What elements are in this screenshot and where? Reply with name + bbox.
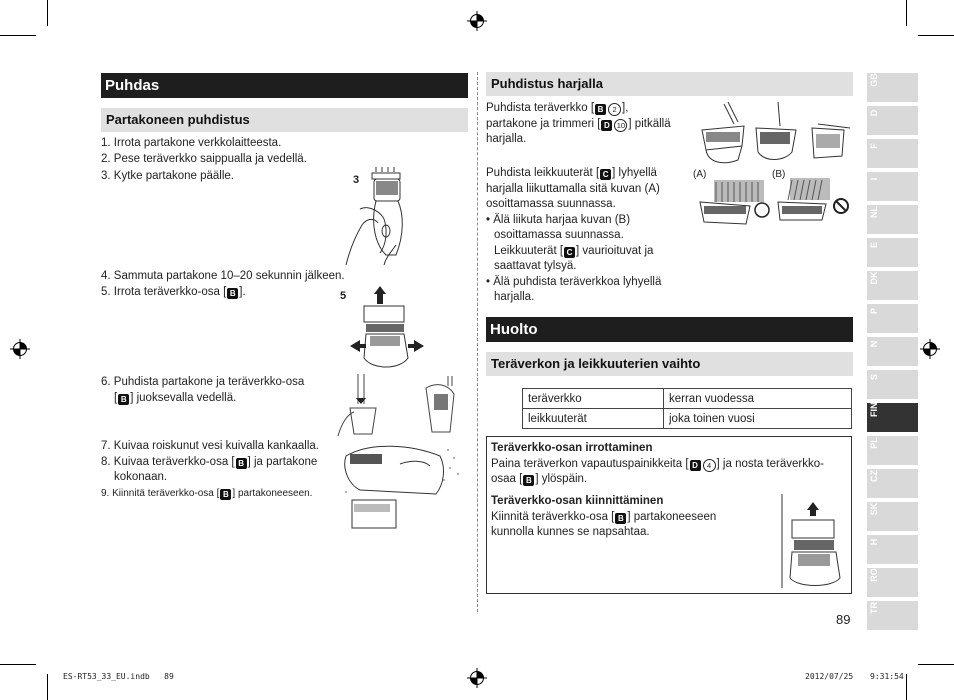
attach-instructions: Teräverkko-osan kiinnittäminen Kiinnitä teräverkko-osa [ B ] partakoneeseen kunnolla kunnes se napsahtaa. bbox=[491, 495, 717, 538]
page-number: 89 bbox=[836, 612, 851, 627]
brush-direction-illustration bbox=[694, 176, 856, 238]
tab-pl[interactable]: PL bbox=[867, 436, 918, 465]
part-c-badge: C bbox=[600, 169, 611, 180]
shaver-in-hand-illustration bbox=[340, 165, 415, 267]
footer-file: ES-RT53_33_EU.indb 89 bbox=[63, 672, 174, 681]
step-list-7-9: 7. Kuivaa roiskunut vesi kuivalla kankaalla. 8. Kuivaa teräverkko-osa [ B ] ja partakone kokonaan. 9. Kiinnitä teräverkko-osa [ B ] partakoneeseen. bbox=[101, 439, 341, 501]
footer-time: 9:31:54 bbox=[870, 672, 904, 681]
tab-h[interactable]: H bbox=[867, 535, 918, 564]
crop-mark bbox=[918, 35, 954, 36]
subsection-title-cleaning: Partakoneen puhdistus bbox=[101, 108, 468, 132]
part-b-badge: B bbox=[227, 288, 238, 299]
step-list-1-3 bbox=[101, 136, 346, 185]
step-8: 8. Kuivaa teräverkko-osa [ B ] ja partakone bbox=[101, 455, 318, 468]
registration-mark-icon bbox=[467, 11, 487, 31]
part-d-badge: D bbox=[601, 120, 612, 131]
registration-mark-icon bbox=[467, 668, 487, 688]
tab-tr[interactable]: TR bbox=[867, 601, 918, 630]
figure-label-b: (B) bbox=[772, 169, 786, 180]
step-1: 1. Irrota partakone verkkolaitteesta. bbox=[101, 137, 282, 149]
step-4: 4. Sammuta partakone 10–20 sekunnin jälkeen. bbox=[101, 270, 345, 282]
registration-mark-icon bbox=[10, 339, 30, 359]
tab-sk[interactable]: SK bbox=[867, 502, 918, 531]
footer-date: 2012/07/25 bbox=[805, 672, 854, 681]
figure-label-5: 5 bbox=[340, 290, 347, 302]
remove-instructions: Teräverkko-osan irrottaminen Paina teräverkon vapautuspainikkeita [ D 4 ] ja nosta teräverkko- osaa [ B ] ylöspäin. bbox=[491, 442, 824, 485]
subsection-title-brush: Puhdistus harjalla bbox=[486, 72, 853, 96]
part-b-badge: B bbox=[595, 104, 606, 115]
tab-d[interactable]: D bbox=[867, 106, 918, 135]
step-7: 7. Kuivaa roiskunut vesi kuivalla kankaalla. bbox=[101, 440, 319, 452]
callout-2: 2 bbox=[608, 103, 621, 116]
figure-label-a: (A) bbox=[693, 169, 707, 180]
column-divider bbox=[477, 72, 478, 612]
tab-dk[interactable]: DK bbox=[867, 271, 918, 300]
tab-nl[interactable]: NL bbox=[867, 205, 918, 234]
brush-paragraph-1: Puhdista teräverkko [ B 2 ], partakone ja trimmeri [ D 10 ] pitkällä harjalla. bbox=[486, 102, 671, 145]
registration-mark-icon bbox=[920, 339, 940, 359]
part-d-badge: D bbox=[690, 460, 701, 471]
crop-mark bbox=[47, 674, 48, 700]
tab-n[interactable]: N bbox=[867, 337, 918, 366]
subsection-title-replacement: Teräverkon ja leikkuuterien vaihto bbox=[486, 352, 853, 376]
tab-e[interactable]: E bbox=[867, 238, 918, 267]
crop-mark bbox=[0, 664, 36, 665]
section-title-huolto: Huolto bbox=[486, 317, 853, 342]
part-b-badge: B bbox=[523, 475, 534, 486]
step-5: 5. Irrota teräverkko-osa [ B ]. bbox=[101, 285, 246, 298]
part-b-badge: B bbox=[220, 489, 231, 500]
tab-s[interactable]: S bbox=[867, 370, 918, 399]
tab-f[interactable]: F bbox=[867, 139, 918, 168]
tab-i[interactable]: I bbox=[867, 172, 918, 201]
tab-gb[interactable]: GB bbox=[867, 73, 918, 102]
step-3: 3. Kytke partakone päälle. bbox=[101, 170, 234, 182]
tab-cz[interactable]: CZ bbox=[867, 469, 918, 498]
dry-illustration bbox=[340, 440, 464, 532]
part-b-badge: B bbox=[236, 458, 247, 469]
callout-4: 4 bbox=[703, 459, 716, 472]
table-row: teräverkko kerran vuodessa bbox=[523, 389, 852, 409]
replacement-interval-table bbox=[522, 388, 852, 429]
step-2: 2. Pese teräverkko saippualla ja vedellä. bbox=[101, 152, 307, 165]
figure-label-3: 3 bbox=[353, 174, 360, 186]
step-list-4-5 bbox=[101, 269, 366, 300]
step-6: 6. Puhdista partakone ja teräverkko-osa [ B ] juoksevalla vedellä. bbox=[101, 376, 305, 404]
brush-cleaning-illustration bbox=[694, 100, 854, 168]
section-title-puhdas: Puhdas bbox=[101, 73, 468, 98]
part-b-badge: B bbox=[615, 513, 626, 524]
brush-paragraph-2: Puhdista leikkuuterät [ C ] lyhyellä harjalla liikuttamalla sitä kuvan (A) osoittamassa suunnassa. • Älä liikuta harjaa kuvan (B) osoittamassa suunnassa. Leikkuuterät [ C ] vaurioituvat ja saattavat tylsyä. • Älä puhdista teräverkkoa lyhyellä harjalla. bbox=[486, 166, 691, 306]
crop-mark bbox=[47, 0, 48, 26]
attach-frame-illustration bbox=[780, 492, 846, 590]
part-c-badge: C bbox=[564, 247, 575, 258]
tab-fin[interactable]: FIN bbox=[867, 403, 918, 432]
callout-10: 10 bbox=[614, 119, 627, 132]
crop-mark bbox=[906, 0, 907, 26]
tab-ro[interactable]: RO bbox=[867, 568, 918, 597]
remove-frame-illustration bbox=[350, 284, 425, 376]
crop-mark bbox=[906, 674, 907, 700]
bullet-1: • Älä liikuta harjaa kuvan (B) bbox=[486, 213, 631, 226]
rinse-illustration bbox=[336, 374, 464, 438]
crop-mark bbox=[0, 35, 36, 36]
table-row: leikkuuterät joka toinen vuosi bbox=[523, 409, 852, 429]
step-9: 9. Kiinnitä teräverkko-osa [ B ] partakoneeseen. bbox=[101, 487, 313, 499]
part-b-badge: B bbox=[118, 394, 129, 405]
tab-p[interactable]: P bbox=[867, 304, 918, 333]
bullet-2: • Älä puhdista teräverkkoa lyhyellä bbox=[486, 275, 662, 288]
crop-mark bbox=[918, 664, 954, 665]
